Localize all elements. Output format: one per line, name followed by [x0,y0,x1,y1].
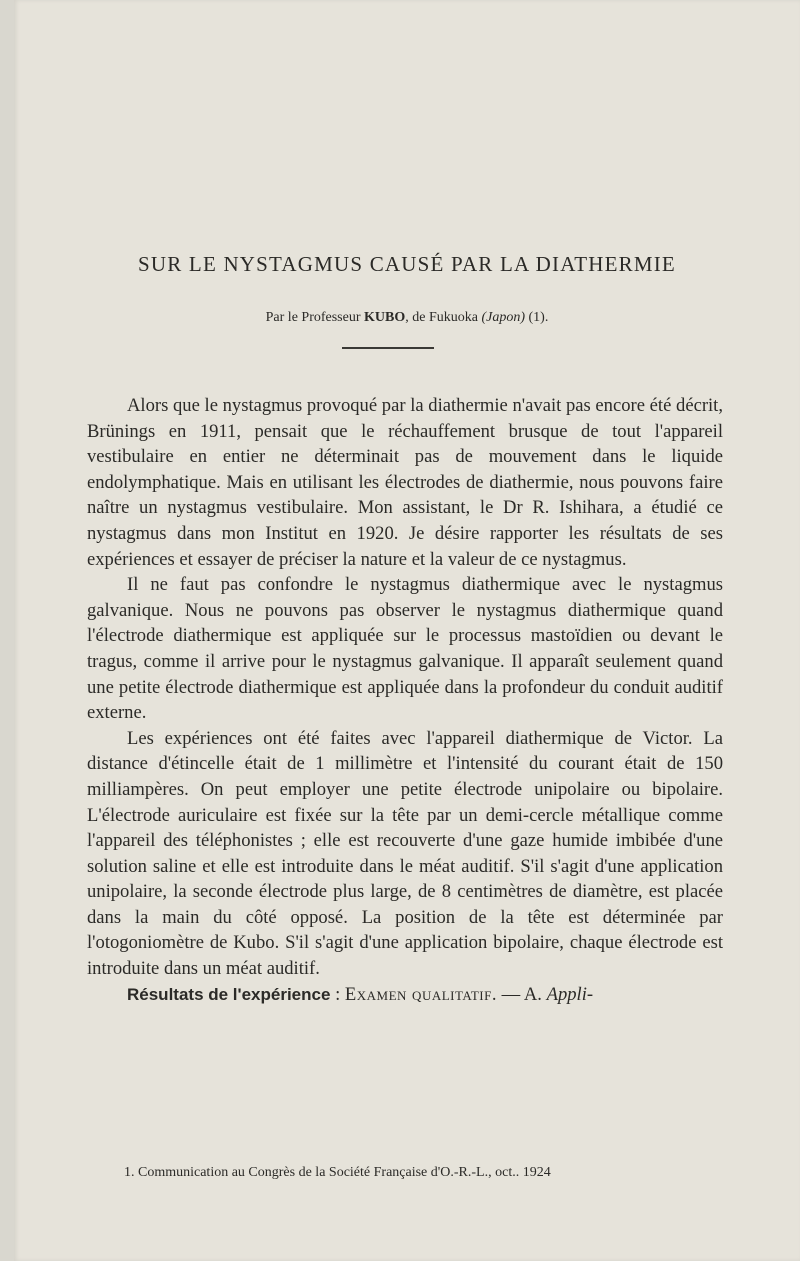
footnote-reference: (1). [525,310,549,325]
results-label: Résultats de l'expérience [127,984,331,1004]
byline [14,310,800,326]
article-body [87,393,723,1007]
results-line [87,982,723,1008]
results-separator: : [330,983,345,1005]
paragraph-1: Alors que le nystagmus provoqué par la diathermie n'avait pas encore été décrit, Brünings en 1911, pensait que le réchauffement brusque de tout l'appareil vestibulaire en entier ne déterminait pas de mouvement dans le liquide endolymphatique. Mais en utilisant les électrodes de diathermie, nous pouvons faire naître un nystagmus vestibulaire. Mon assistant, le Dr R. Ishihara, a étudié ce nystagmus dans mon Institut en 1920. Je désire rapporter les résultats de ses expériences et essayer de préciser la nature et la valeur de ce nystagmus. [87,395,723,570]
article-title: SUR LE NYSTAGMUS CAUSÉ PAR LA DIATHERMIE [138,252,676,276]
paragraph-2: Il ne faut pas confondre le nystagmus diathermique avec le nystagmus galvanique. Nous ne pouvons pas observer le nystagmus diathermique quand l'électrode diathermique est appliquée sur le processus mastoïdien ou devant le tragus, comme il arrive pour le nystagmus galvanique. Il apparaît seulement quand une petite électrode diathermique est appliquée dans la profondeur du conduit auditif externe. [87,574,723,724]
title-divider [342,347,434,349]
byline-middle: , de Fukuoka [405,310,482,325]
results-dash: — A. [497,983,547,1005]
byline-prefix: Par le Professeur [265,310,365,325]
paragraph-3: Les expériences ont été faites avec l'appareil diathermique de Victor. La distance d'étincelle était de 1 millimètre et l'intensité du courant était de 150 milliampères. On peut employer une petite électrode unipolaire ou bipolaire. L'électrode auriculaire est fixée sur la tête par un demi-cercle métallique comme l'appareil des téléphonistes ; elle est recouverte d'une gaze humide imbibée d'une solution saline et elle est introduite dans le méat auditif. S'il s'agit d'une application unipolaire, la seconde électrode plus large, de 8 centimètres de diamètre, est placée dans la main du côté opposé. La position de la tête est déterminée par l'otogoniomètre de Kubo. S'il s'agit d'une application bipolaire, chaque électrode est introduite dans un méat auditif. [87,727,723,980]
footnote: 1. Communication au Congrès de la Société Française d'O.-R.-L., oct.. 1924 [124,1165,551,1180]
results-section: Examen qualitatif. [344,983,497,1005]
byline-country: (Japon) [481,310,526,325]
results-continuation: Appli- [546,983,594,1005]
page [14,0,800,1261]
author-name: KUBO [364,310,406,325]
